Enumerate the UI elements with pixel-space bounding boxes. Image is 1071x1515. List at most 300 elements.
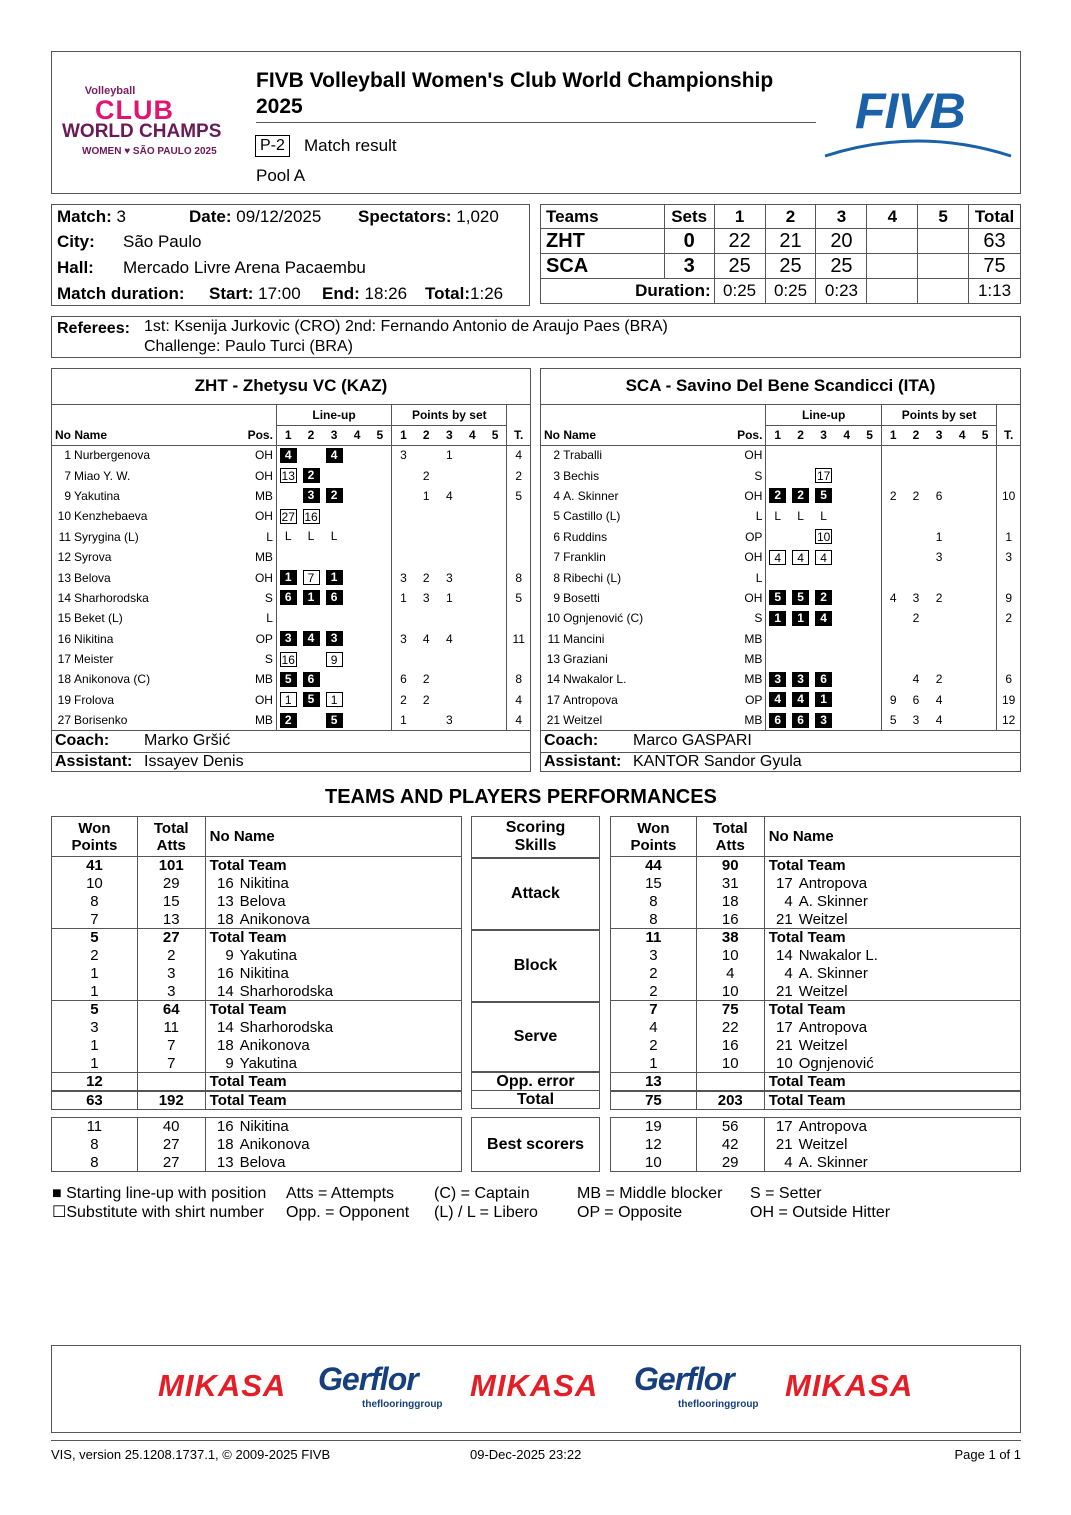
lineup-cell	[346, 486, 369, 506]
points-cell	[974, 690, 997, 710]
sponsor-mikasa-logo: MIKASA	[785, 1368, 914, 1403]
lineup-cell	[766, 567, 789, 587]
player-position: MB	[244, 669, 276, 689]
total-label: Total	[712, 819, 748, 837]
match-number-row: Match: 3	[57, 207, 126, 226]
championship-title: FIVB Volleyball Women's Club World Championship 2025	[256, 68, 816, 123]
team-total-row	[52, 857, 462, 875]
player-name-cell: Total Team	[209, 857, 287, 875]
total-points-cell: 9	[1005, 590, 1013, 605]
points-set-header: 3	[445, 428, 453, 442]
total-time: Total:1:26	[425, 284, 504, 303]
total-points-cell	[997, 445, 1020, 465]
libero-marker: L	[797, 508, 804, 523]
lineup-header: Line-up	[766, 405, 881, 425]
points-cell: 3	[445, 570, 453, 585]
points-cell: 2	[912, 611, 920, 626]
player-name: Bosetti	[563, 590, 600, 605]
player-name: Frolova	[74, 692, 115, 707]
points-cell	[461, 465, 484, 485]
legend-col-1: ■ Starting line-up with position ☐Substitute with shirt number	[52, 1185, 267, 1221]
won-points-cell: 8	[52, 893, 138, 911]
player-stat-row	[611, 983, 1021, 1001]
lineup-cell	[835, 669, 858, 689]
won-points-cell: 8	[611, 911, 697, 929]
lineup-cell	[323, 465, 346, 485]
player-position: OH	[734, 547, 766, 567]
player-number: 16	[216, 1118, 234, 1136]
total-points-cell	[997, 567, 1020, 587]
total-points-header: T.	[1004, 427, 1014, 442]
best-scorer-row	[611, 1136, 1021, 1154]
lineup-cell	[835, 506, 858, 526]
won-points-cell: 8	[611, 893, 697, 911]
skill-block: Block	[471, 930, 600, 1002]
points-cell	[951, 445, 974, 465]
lineup-cell	[766, 629, 789, 649]
points-cell: 1	[422, 488, 430, 503]
points-cell: 9	[889, 692, 897, 707]
points-cell	[415, 649, 438, 669]
team-total-row	[52, 1001, 462, 1019]
lineup-cell	[369, 669, 392, 689]
total-atts-cell: 16	[696, 1037, 764, 1055]
lineup-cell	[276, 608, 299, 628]
player-number: 17	[776, 1019, 793, 1036]
player-name: Yakutina	[239, 1054, 297, 1072]
lineup-cell	[789, 710, 812, 730]
lineup-cell	[858, 527, 881, 547]
points-cell	[461, 547, 484, 567]
lineup-cell	[766, 710, 789, 730]
lineup-cell	[835, 567, 858, 587]
player-number: 14	[776, 947, 793, 964]
points-cell	[484, 567, 507, 587]
lineup-cell	[369, 608, 392, 628]
points-cell: 1	[400, 590, 407, 605]
hall-label: Hall:	[57, 258, 94, 277]
lineup-cell	[812, 567, 835, 587]
lineup-cell	[299, 506, 322, 526]
player-stat-row	[52, 875, 462, 893]
lineup-cell	[812, 710, 835, 730]
total-points-cell	[997, 649, 1020, 669]
points-cell: 2	[889, 488, 897, 503]
player-name-cell	[205, 1118, 461, 1136]
points-cell	[951, 567, 974, 587]
skill-attack: Attack	[471, 858, 600, 930]
score-header-row	[541, 205, 1021, 229]
player-row	[52, 527, 530, 547]
roster-subheader-row	[52, 425, 530, 445]
player-position: OH	[244, 445, 276, 465]
points-by-set-header: Points by set	[392, 405, 507, 425]
player-number: 21	[775, 1136, 793, 1153]
points-cell	[415, 445, 438, 465]
lineup-cell	[789, 547, 812, 567]
points-cell	[974, 608, 997, 628]
roster-subheader-row	[541, 425, 1020, 445]
points-set-header: 2	[912, 428, 920, 442]
player-number: 10	[57, 509, 72, 524]
points-cell	[484, 710, 507, 730]
points-cell	[392, 527, 415, 547]
match-duration-label: Match duration:	[57, 284, 185, 303]
lineup-cell	[789, 506, 812, 526]
logo-volleyball-text: Volleyball	[84, 85, 136, 97]
player-number: 27	[57, 713, 72, 728]
total-points-cell: 8	[515, 672, 523, 687]
player-row	[52, 567, 530, 587]
player-name-cell: Total Team	[768, 929, 846, 947]
roster-table	[541, 405, 1020, 730]
total-atts-cell: 13	[137, 911, 205, 929]
lineup-cell	[299, 588, 322, 608]
total-points-cell: 12	[1001, 713, 1016, 728]
total-atts-cell: 11	[137, 1019, 205, 1037]
lineup-cell	[323, 567, 346, 587]
player-name-cell	[205, 893, 461, 911]
lineup-cell	[812, 506, 835, 526]
points-cell	[951, 506, 974, 526]
player-number: 14	[216, 1019, 234, 1036]
player-name-cell	[764, 893, 1020, 911]
player-stat-row	[611, 965, 1021, 983]
player-number: 1	[64, 448, 72, 463]
atts-label: Atts	[715, 836, 745, 854]
lineup-cell	[766, 690, 789, 710]
player-name: Weitzel	[563, 713, 603, 728]
player-name-cell: Total Team	[768, 1073, 846, 1090]
won-points-cell: 7	[611, 1001, 697, 1019]
score-set-1: 22	[714, 229, 765, 254]
points-cell	[461, 649, 484, 669]
lineup-set-header: 3	[330, 428, 338, 442]
total-atts-cell: 101	[137, 857, 205, 875]
points-cell: 1	[445, 448, 453, 463]
points-cell: 3	[422, 590, 430, 605]
player-position: L	[244, 527, 276, 547]
player-number: 9	[225, 1054, 234, 1072]
points-set-header: 5	[974, 425, 997, 445]
player-number: 17	[57, 652, 72, 667]
lineup-cell	[299, 527, 322, 547]
points-cell	[461, 527, 484, 547]
points-cell	[881, 567, 904, 587]
player-name: Antropova	[798, 1118, 867, 1136]
duration-set-3: 0:23	[816, 279, 867, 304]
starting-position-marker: 2	[769, 488, 786, 503]
lineup-cell	[766, 527, 789, 547]
total-atts-cell	[137, 1073, 205, 1092]
score-team: SCA	[541, 254, 665, 279]
points-cell	[484, 629, 507, 649]
total-atts-cell: 90	[696, 857, 764, 875]
player-name-cell	[764, 875, 1020, 893]
libero-marker: L	[774, 508, 782, 523]
player-name: Syrygina (L)	[74, 529, 139, 544]
coach-row: Coach: Marco GASPARI	[544, 732, 752, 749]
score-header-cell: 2	[765, 205, 816, 229]
city-label: City:	[57, 232, 95, 251]
points-cell	[951, 608, 974, 628]
player-name: Anikonova	[239, 910, 310, 928]
player-name: Belova	[74, 570, 111, 585]
total-points-cell: 2	[515, 468, 523, 483]
lineup-cell	[766, 465, 789, 485]
lineup-cell	[812, 527, 835, 547]
player-name: Borisenko	[74, 713, 128, 728]
best-scorer-row	[611, 1118, 1021, 1136]
points-set-header: 4	[958, 428, 966, 442]
duration-total: 1:13	[969, 279, 1021, 304]
points-set-header: 1	[400, 428, 407, 442]
player-stat-row	[52, 893, 462, 911]
player-number: 17	[776, 875, 793, 892]
points-cell: 4	[912, 672, 920, 687]
lineup-cell	[369, 588, 392, 608]
total-atts-cell: 27	[137, 1154, 205, 1172]
won-points-cell: 44	[611, 857, 697, 875]
player-name: Sharhorodska	[239, 982, 334, 1000]
lineup-cell	[835, 649, 858, 669]
total-points-cell: 5	[515, 488, 523, 503]
player-row	[52, 629, 530, 649]
performance-table-sca	[610, 816, 1021, 1110]
lineup-cell	[369, 649, 392, 669]
position-header: Pos.	[244, 425, 276, 445]
starting-position-marker: 3	[326, 631, 343, 646]
player-name-cell	[205, 947, 461, 965]
lineup-cell	[858, 690, 881, 710]
player-number: 9	[553, 590, 561, 605]
substitute-marker: 1	[280, 692, 297, 707]
score-sets: 3	[664, 254, 714, 279]
starting-position-marker: 6	[280, 590, 297, 605]
no-name-header: No Name	[544, 427, 597, 442]
lineup-cell	[346, 629, 369, 649]
lineup-cell	[789, 588, 812, 608]
total-atts-header	[137, 817, 205, 857]
player-position: MB	[734, 669, 766, 689]
player-name: Beket (L)	[74, 611, 123, 626]
player-position: L	[734, 506, 766, 526]
total-points-cell: 11	[512, 631, 525, 646]
lineup-cell	[323, 547, 346, 567]
player-number: 5	[553, 509, 561, 524]
player-stat-row	[52, 1019, 462, 1037]
player-name: Bechis	[563, 468, 600, 483]
points-cell	[461, 588, 484, 608]
lineup-cell	[346, 567, 369, 587]
points-cell: 2	[935, 672, 943, 687]
points-cell	[392, 486, 415, 506]
lineup-cell	[299, 649, 322, 669]
player-name: Meister	[74, 652, 114, 667]
no-name-header: No Name	[55, 427, 108, 442]
duration-row	[541, 279, 1021, 304]
lineup-cell	[858, 710, 881, 730]
player-position: S	[244, 588, 276, 608]
lineup-cell	[789, 527, 812, 547]
points-cell	[438, 506, 461, 526]
player-number: 14	[216, 982, 234, 1000]
substitute-marker: 1	[326, 692, 343, 707]
position-header: Pos.	[734, 425, 766, 445]
lineup-cell	[835, 527, 858, 547]
lineup-header: Line-up	[276, 405, 391, 425]
player-name-cell	[205, 911, 461, 929]
won-points-cell: 13	[611, 1073, 697, 1092]
lineup-cell	[323, 710, 346, 730]
player-stat-row	[52, 911, 462, 929]
lineup-cell	[858, 608, 881, 628]
total-atts-cell: 15	[137, 893, 205, 911]
roster-header-blank	[997, 405, 1020, 425]
lineup-cell	[276, 629, 299, 649]
won-points-cell: 3	[52, 1019, 138, 1037]
pool-label: Pool A	[256, 166, 306, 185]
points-cell	[484, 690, 507, 710]
lineup-cell	[346, 547, 369, 567]
duration-set-4	[867, 279, 918, 304]
starting-position-marker: 4	[303, 631, 320, 646]
points-cell	[904, 567, 927, 587]
player-number: 10	[776, 1054, 793, 1072]
lineup-cell	[276, 445, 299, 465]
player-name-cell	[764, 1118, 1020, 1136]
points-cell	[881, 527, 904, 547]
player-number: 2	[553, 448, 561, 463]
lineup-cell	[858, 629, 881, 649]
player-row	[541, 669, 1020, 689]
document-code: P-2	[255, 135, 290, 157]
points-cell	[415, 608, 438, 628]
total-points-cell	[507, 527, 530, 547]
points-cell	[461, 669, 484, 689]
duration-set-2: 0:25	[765, 279, 816, 304]
total-atts-cell: 2	[137, 947, 205, 965]
points-cell	[484, 527, 507, 547]
total-points-cell	[997, 629, 1020, 649]
total-points-cell: 10	[1001, 488, 1016, 503]
total-atts-cell: 64	[137, 1001, 205, 1019]
player-name: Ruddins	[563, 529, 608, 544]
player-number: 6	[553, 529, 561, 544]
score-table	[540, 204, 1021, 304]
lineup-cell	[323, 486, 346, 506]
lineup-cell	[323, 588, 346, 608]
points-cell: 3	[400, 448, 407, 463]
points-cell	[461, 608, 484, 628]
lineup-set-header: 4	[843, 428, 851, 442]
skill-best-scorers: Best scorers	[471, 1117, 600, 1172]
player-position: OH	[244, 465, 276, 485]
points-cell	[904, 506, 927, 526]
lineup-cell	[835, 588, 858, 608]
lineup-cell	[812, 608, 835, 628]
points-cell	[881, 506, 904, 526]
player-name: Ognjenović	[798, 1054, 874, 1072]
player-name: Anikonova	[239, 1037, 310, 1054]
best-scorer-row	[52, 1154, 462, 1172]
lineup-set-header: 1	[284, 428, 292, 442]
lineup-cell	[789, 445, 812, 465]
player-name: Weitzel	[798, 910, 848, 928]
player-row	[541, 649, 1020, 669]
roster-header-row	[52, 405, 530, 425]
points-cell	[881, 649, 904, 669]
player-name-cell	[764, 965, 1020, 983]
lineup-cell	[858, 567, 881, 587]
player-row	[52, 649, 530, 669]
team-total-row	[611, 1001, 1021, 1019]
player-position: S	[244, 649, 276, 669]
total-points-cell: 4	[515, 713, 523, 728]
points-cell: 3	[935, 550, 943, 565]
lineup-cell	[369, 465, 392, 485]
starting-position-marker: 1	[792, 611, 809, 626]
points-cell	[392, 506, 415, 526]
footer-printed: 09-Dec-2025 23:22	[470, 1447, 582, 1462]
won-points-cell: 2	[52, 947, 138, 965]
player-name: Nwakalor L.	[563, 672, 627, 687]
player-number: 21	[776, 982, 793, 1000]
lineup-cell	[323, 690, 346, 710]
points-cell	[904, 629, 927, 649]
total-atts-cell: 38	[696, 929, 764, 947]
player-number: 4	[553, 488, 561, 503]
lineup-set-header: 2	[307, 428, 315, 442]
skill-total: Total	[471, 1090, 600, 1109]
start-time: Start: 17:00	[209, 284, 301, 303]
player-row	[52, 710, 530, 730]
points-cell	[951, 527, 974, 547]
lineup-cell	[789, 567, 812, 587]
player-number: 18	[216, 1037, 234, 1054]
player-number: 11	[58, 529, 72, 544]
roster-header-blank	[52, 405, 276, 425]
player-number: 13	[216, 1153, 234, 1171]
player-number: 13	[546, 652, 561, 667]
points-set-header: 5	[484, 425, 507, 445]
player-row	[541, 690, 1020, 710]
duration-label: Duration:	[541, 279, 715, 304]
points-cell	[438, 669, 461, 689]
points-cell: 1	[400, 713, 407, 728]
score-header-cell: 5	[918, 205, 969, 229]
player-name-cell: Total Team	[768, 1092, 846, 1109]
no-name-header: No Name	[209, 828, 275, 845]
lineup-cell	[369, 629, 392, 649]
lineup-cell	[299, 608, 322, 628]
player-position: MB	[244, 710, 276, 730]
performance-table-zht	[51, 816, 462, 1110]
points-cell	[415, 710, 438, 730]
total-atts-cell: 31	[696, 875, 764, 893]
assistant-row: Assistant: KANTOR Sandor Gyula	[541, 752, 1020, 771]
lineup-cell	[789, 486, 812, 506]
lineup-cell	[276, 588, 299, 608]
assistant-row: Assistant: Issayev Denis	[52, 752, 530, 771]
points-cell: 5	[889, 713, 897, 728]
lineup-cell	[299, 710, 322, 730]
player-number: 18	[216, 1136, 234, 1153]
total-atts-cell: 56	[696, 1118, 764, 1136]
won-points-cell: 5	[52, 929, 138, 947]
points-cell: 2	[912, 488, 920, 503]
lineup-cell	[369, 690, 392, 710]
